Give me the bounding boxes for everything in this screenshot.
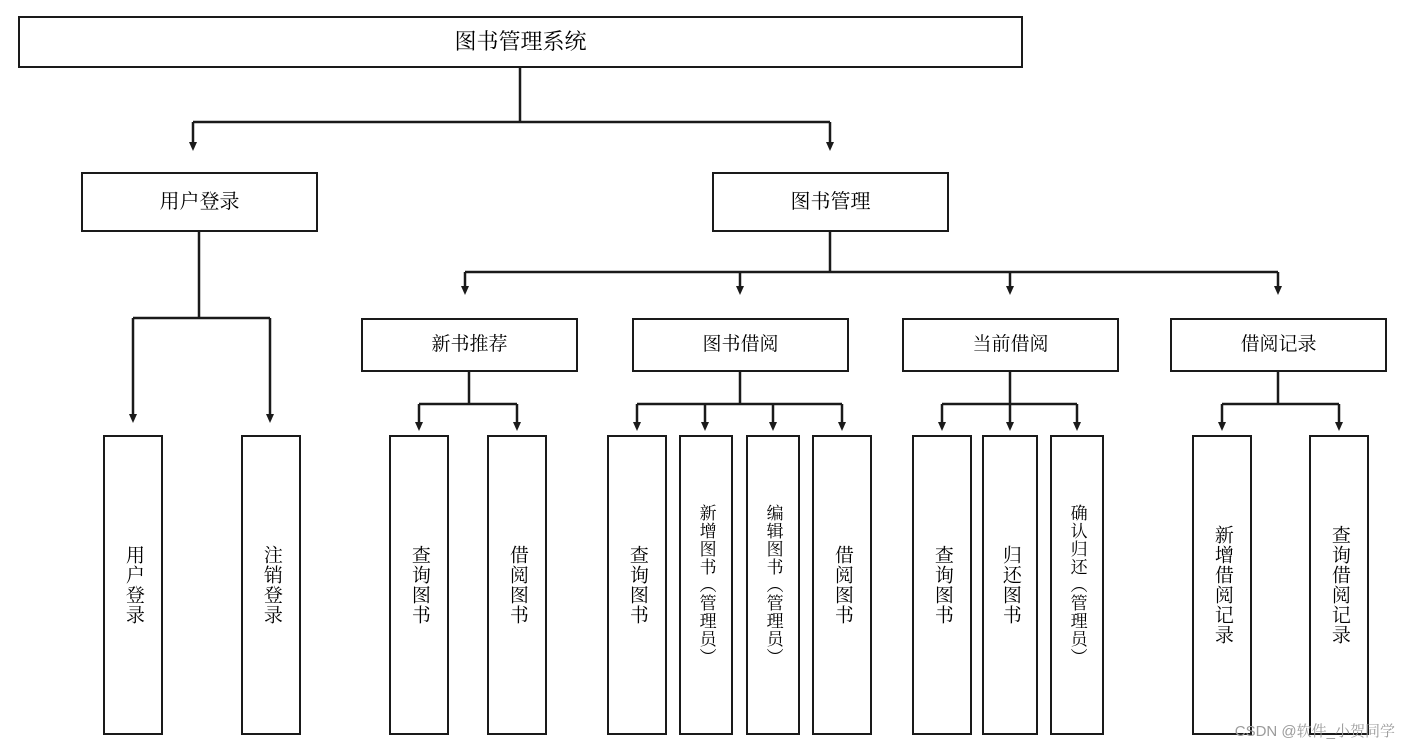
node-book-borrow: 图书借阅 — [632, 318, 849, 372]
node-current-borrow: 当前借阅 — [902, 318, 1119, 372]
leaf-current-query-book: 查询图书 — [912, 435, 972, 735]
leaf-newbook-borrow-book: 借阅图书 — [487, 435, 547, 735]
leaf-borrow-query-book: 查询图书 — [607, 435, 667, 735]
leaf-record-add-record: 新增借阅记录 — [1192, 435, 1252, 735]
leaf-borrow-add-book-admin: 新增图书（管理员） — [679, 435, 733, 735]
leaf-borrow-edit-book-admin: 编辑图书（管理员） — [746, 435, 800, 735]
leaf-record-query-record: 查询借阅记录 — [1309, 435, 1369, 735]
node-book-management: 图书管理 — [712, 172, 949, 232]
leaf-user-logout: 注销登录 — [241, 435, 301, 735]
node-new-book-recommend: 新书推荐 — [361, 318, 578, 372]
leaf-current-confirm-return-admin: 确认归还（管理员） — [1050, 435, 1104, 735]
node-borrow-record: 借阅记录 — [1170, 318, 1387, 372]
leaf-current-return-book: 归还图书 — [982, 435, 1038, 735]
leaf-borrow-borrow-book: 借阅图书 — [812, 435, 872, 735]
leaf-newbook-query-book: 查询图书 — [389, 435, 449, 735]
node-root: 图书管理系统 — [18, 16, 1023, 68]
leaf-user-login: 用户登录 — [103, 435, 163, 735]
node-user-login: 用户登录 — [81, 172, 318, 232]
watermark-text: CSDN @软件_小贺同学 — [1234, 723, 1395, 740]
